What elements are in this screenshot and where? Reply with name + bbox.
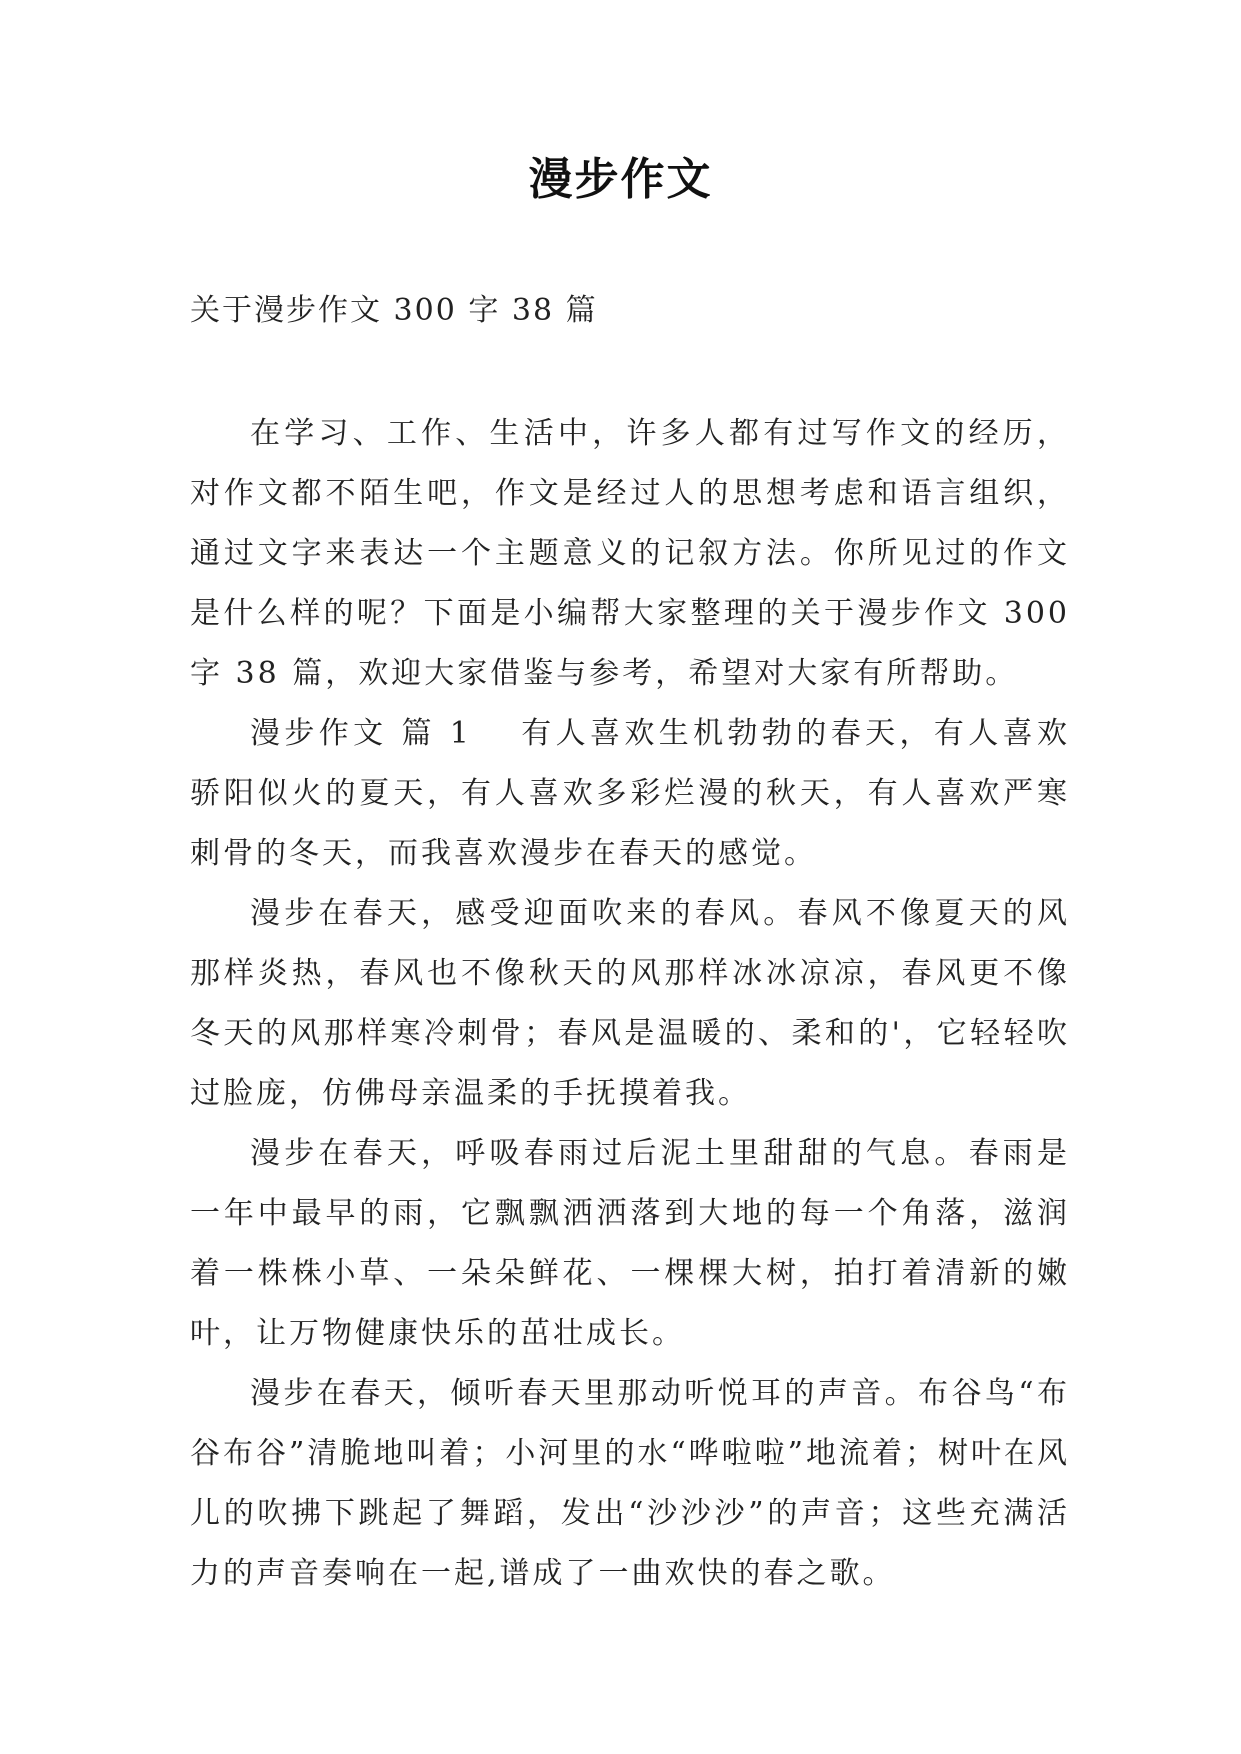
essay-paragraph-1 [190,704,1070,884]
intro-paragraph: 在学习、工作、生活中，许多人都有过写作文的经历，对作文都不陌生吧，作文是经过人的思想考虑和语言组织，通过文字来表达一个主题意义的记叙方法。你所见过的作文是什么样的呢？下面是小编帮大家整理的关于漫步作文 300 字 38 篇，欢迎大家借鉴与参考，希望对大家有所帮助。 [190,416,1070,691]
document-body [190,404,1070,1604]
section-heading: 漫步作文 篇 1 [250,716,472,751]
essay-paragraph-4: 漫步在春天，倾听春天里那动听悦耳的声音。布谷鸟“布谷布谷”清脆地叫着；小河里的水“哗啦啦”地流着；树叶在风儿的吹拂下跳起了舞蹈，发出“沙沙沙”的声音；这些充满活力的声音奏响在一起,谱成了一曲欢快的春之歌。 [190,1376,1071,1591]
document-title: 漫步作文 [528,154,713,205]
essay-paragraph-3: 漫步在春天，呼吸春雨过后泥土里甜甜的气息。春雨是一年中最早的雨，它飘飘洒洒落到大地的每一个角落，滋润着一株株小草、一朵朵鲜花、一棵棵大树，拍打着清新的嫩叶，让万物健康快乐的茁壮成长。 [190,1136,1070,1351]
essay-paragraph-1-text: 有人喜欢生机勃勃的春天，有人喜欢骄阳似火的夏天，有人喜欢多彩烂漫的秋天，有人喜欢严寒刺骨的冬天，而我喜欢漫步在春天的感觉。 [190,716,1071,871]
document-subtitle: 关于漫步作文 300 字 38 篇 [190,293,598,328]
essay-paragraph-2: 漫步在春天，感受迎面吹来的春风。春风不像夏天的风那样炎热，春风也不像秋天的风那样冰冰凉凉，春风更不像冬天的风那样寒冷刺骨；春风是温暖的、柔和的'，它轻轻吹过脸庞，仿佛母亲温柔的手抚摸着我。 [190,896,1070,1111]
